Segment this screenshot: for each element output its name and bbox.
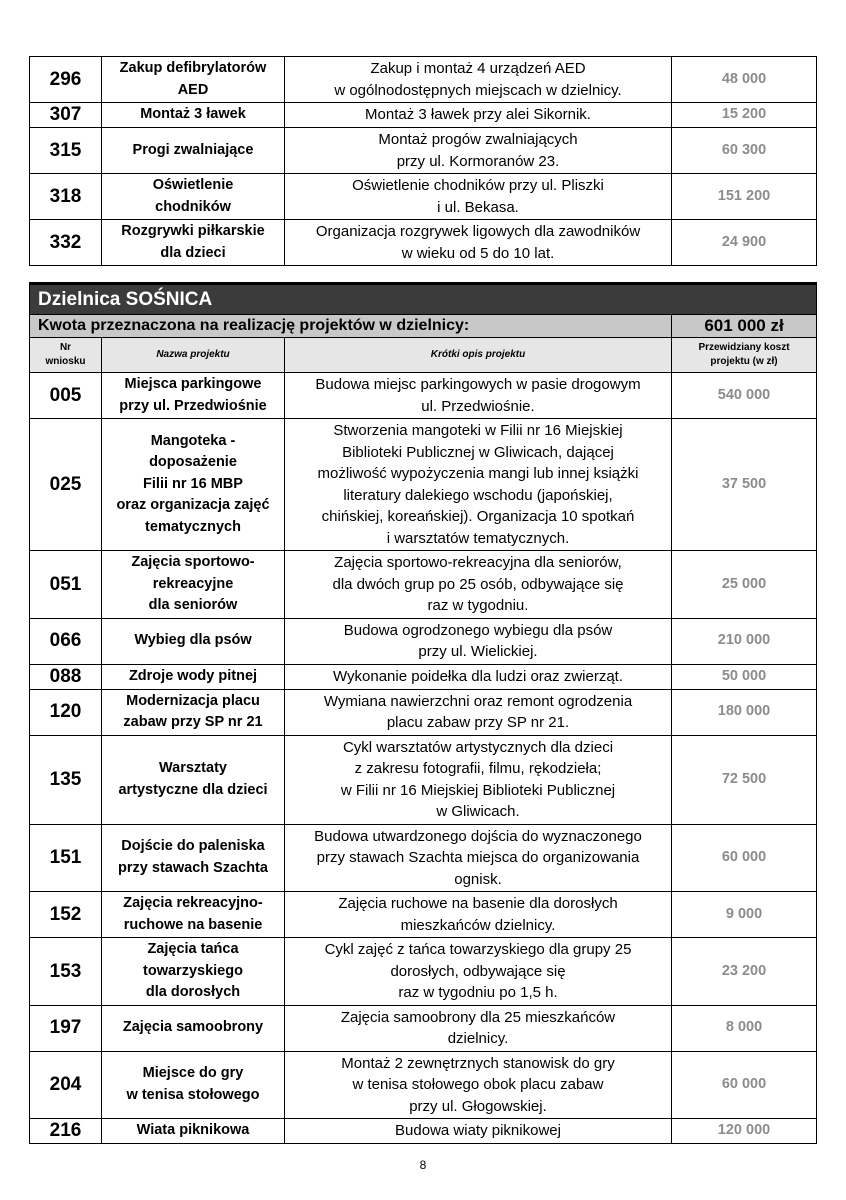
project-description-line: Oświetlenie chodników przy ul. Pliszki [352,177,604,194]
project-number: 197 [30,1005,102,1051]
project-description-line: w Gliwicach. [436,803,520,820]
project-description-line: Budowa wiaty piknikowej [395,1122,561,1140]
previous-district-table [29,56,817,266]
column-header-row [30,338,817,373]
project-description-line: w tenisa stołowego obok placu zabaw [352,1076,604,1093]
table-row [30,824,817,892]
project-number: 307 [30,103,102,128]
header-cost-text: Przewidziany koszt projektu (w zł) [698,342,790,367]
project-description [285,1051,672,1119]
project-description-line: możliwość wypożyczenia mangi lub innej książki [317,465,639,482]
project-name-line: Filii nr 16 MBP [143,475,243,492]
district-title: Dzielnica SOŚNICA [30,284,817,315]
project-description-line: Budowa ogrodzonego wybiegu dla psów [343,621,613,639]
project-name [102,174,285,220]
project-description-line: chińskiej, koreańskiej). Organizacja 10 spotkań [321,508,635,525]
project-cost: 540 000 [672,373,817,419]
project-description [285,824,672,892]
project-description-line: dzielnicy. [447,1030,509,1047]
project-description-line: ognisk. [454,870,502,888]
project-cost: 180 000 [672,689,817,735]
budget-label: Kwota przeznaczona na realizację projektów w dzielnicy: [30,315,672,338]
project-name [102,1119,285,1144]
project-description-line: ul. Przedwiośnie. [421,397,535,415]
project-number: 153 [30,938,102,1006]
project-description-line: Zakup i montaż 4 urządzeń AED [370,60,586,77]
project-number: 120 [30,689,102,735]
project-description-line: Zajęcia ruchowe na basenie dla dorosłych [338,895,618,912]
project-description-line: Montaż 2 zewnętrznych stanowisk do gry [341,1054,615,1072]
project-name-line: Wiata piknikowa [136,1122,250,1139]
project-name-line: Wybieg dla psów [134,632,252,649]
header-cost [672,338,817,373]
table-row [30,220,817,266]
project-description-line: Wykonanie poidełka dla ludzi oraz zwierząt. [332,667,623,685]
project-description-line: przy ul. Głogowskiej. [409,1097,547,1115]
project-name-line: Zajęcia tańca [147,941,239,957]
project-description [285,419,672,551]
table-row [30,174,817,220]
header-nr-text: Nr wniosku [45,342,86,367]
project-cost: 120 000 [672,1119,817,1144]
project-description [285,735,672,824]
project-description [285,664,672,689]
project-number: 318 [30,174,102,220]
project-description [285,618,672,664]
project-description [285,551,672,619]
header-name: Nazwa projektu [102,338,285,373]
project-name [102,689,285,735]
project-description [285,174,672,220]
project-description-line: z zakresu fotografii, filmu, rękodzieła; [354,760,602,777]
project-description-line: Montaż progów zwalniających [378,131,578,148]
project-name [102,892,285,938]
project-description-line: Cykl warsztatów artystycznych dla dzieci [342,738,614,756]
project-cost: 37 500 [672,419,817,551]
project-description [285,892,672,938]
project-name-line: Miejsca parkingowe [124,376,262,392]
project-description-line: Budowa utwardzonego dojścia do wyznaczonego [314,827,642,845]
project-name-line: Zakup defibrylatorów [119,60,267,76]
project-number: 135 [30,735,102,824]
project-description-line: dorosłych, odbywające się [390,962,566,980]
project-name-line: oraz organizacja zajęć [116,497,270,514]
project-number: 296 [30,57,102,103]
project-description-line: raz w tygodniu po 1,5 h. [398,984,558,1001]
table-row [30,128,817,174]
header-desc: Krótki opis projektu [285,338,672,373]
table-row [30,1119,817,1144]
project-description-line: przy ul. Wielickiej. [418,643,538,660]
project-number: 152 [30,892,102,938]
project-description-line: placu zabaw przy SP nr 21. [386,714,570,731]
table-row [30,551,817,619]
project-cost: 23 200 [672,938,817,1006]
project-name-line: tematycznych [145,518,241,535]
project-name-line: zabaw przy SP nr 21 [123,714,263,730]
project-name [102,824,285,892]
project-name [102,220,285,266]
project-name-line: Zajęcia samoobrony [122,1019,264,1036]
project-cost: 72 500 [672,735,817,824]
project-name-line: dla dorosłych [145,984,241,1000]
project-description-line: Stworzenia mangoteki w Filii nr 16 Miejskiej [333,422,623,439]
project-name-line: Montaż 3 ławek [140,106,246,123]
project-cost: 48 000 [672,57,817,103]
project-description-line: w ogólnodostępnych miejscach w dzielnicy. [334,81,622,99]
table-row [30,735,817,824]
project-name [102,373,285,419]
project-name [102,618,285,664]
project-number: 332 [30,220,102,266]
project-description-line: i warsztatów tematycznych. [386,529,570,547]
table-row [30,419,817,551]
project-name-line: przy ul. Przedwiośnie [119,397,267,414]
project-name [102,103,285,128]
table-row [30,618,817,664]
project-name-line: Warsztaty [159,760,227,776]
project-cost: 25 000 [672,551,817,619]
project-name-line: doposażenie [149,454,237,471]
project-description-line: literatury dalekiego wschodu (japońskiej, [343,486,613,504]
project-name [102,1005,285,1051]
project-description-line: w Filii nr 16 Miejskiej Biblioteki Publicznej [340,781,616,799]
project-name [102,1051,285,1119]
project-number: 151 [30,824,102,892]
table-row [30,689,817,735]
project-cost: 15 200 [672,103,817,128]
budget-amount: 601 000 zł [672,315,817,338]
project-cost: 60 000 [672,1051,817,1119]
table-row [30,664,817,689]
table-row [30,938,817,1006]
project-description-line: Biblioteki Publicznej w Gliwicach, dającej [342,443,614,461]
project-name-line: dla dzieci [160,244,226,261]
project-cost: 24 900 [672,220,817,266]
project-description-line: dla dwóch grup po 25 osób, odbywające się [332,575,624,593]
previous-district-rows [30,57,817,266]
sosnica-district-table [29,282,817,1144]
project-cost: 8 000 [672,1005,817,1051]
project-description-line: w wieku od 5 do 10 lat. [401,244,555,262]
project-description-line: mieszkańców dzielnicy. [400,916,556,934]
project-description-line: Montaż 3 ławek przy alei Sikornik. [365,106,591,124]
project-name-line: Dojście do paleniska [121,838,265,855]
project-description-line: Organizacja rozgrywek ligowych dla zawodników [315,223,641,240]
table-row [30,1005,817,1051]
project-name-line: AED [177,81,209,98]
project-name-line: ruchowe na basenie [123,916,263,933]
project-name-line: Zajęcia sportowo- [131,554,255,570]
project-description-line: Zajęcia samoobrony dla 25 mieszkańców [340,1008,616,1026]
project-description [285,373,672,419]
project-description [285,57,672,103]
project-name-line: Oświetlenie [152,177,234,193]
project-name [102,938,285,1006]
project-name-line: chodników [155,198,231,215]
page-number: 8 [419,1158,427,1172]
project-number: 088 [30,664,102,689]
project-name [102,735,285,824]
header-nr [30,338,102,373]
project-name [102,419,285,551]
project-description-line: i ul. Bekasa. [437,198,519,216]
project-name-line: Rozgrywki piłkarskie [121,223,265,239]
project-number: 204 [30,1051,102,1119]
project-cost: 151 200 [672,174,817,220]
table-row [30,57,817,103]
table-row [30,373,817,419]
project-number: 315 [30,128,102,174]
project-name-line: Zdroje wody pitnej [128,667,258,684]
project-description-line: Zajęcia sportowo-rekreacyjna dla seniorów, [334,554,622,571]
project-cost: 60 300 [672,128,817,174]
project-description-line: Budowa miejsc parkingowych w pasie drogowym [315,376,641,393]
project-description-line: Cykl zajęć z tańca towarzyskiego dla grupy 25 [324,941,632,958]
district-title-row [30,284,817,315]
project-description [285,128,672,174]
project-description [285,1119,672,1144]
project-cost: 9 000 [672,892,817,938]
project-name-line: towarzyskiego [143,962,243,979]
project-description [285,689,672,735]
project-name-line: Modernizacja placu [126,692,260,709]
project-description-line: przy stawach Szachta miejsca do organizowania [316,849,640,866]
project-name-line: w tenisa stołowego [126,1086,260,1103]
project-description [285,1005,672,1051]
project-name-line: Zajęcia rekreacyjno- [123,895,263,911]
district-budget-row [30,315,817,338]
project-name [102,57,285,103]
project-description-line: raz w tygodniu. [427,597,529,614]
project-name-line: Mangoteka - [150,432,236,449]
project-description [285,220,672,266]
table-row [30,103,817,128]
project-number: 005 [30,373,102,419]
project-cost: 210 000 [672,618,817,664]
project-name [102,664,285,689]
project-number: 051 [30,551,102,619]
project-name [102,551,285,619]
project-description [285,103,672,128]
project-description-line: przy ul. Kormoranów 23. [396,152,560,170]
table-row [30,1051,817,1119]
project-number: 025 [30,419,102,551]
project-cost: 60 000 [672,824,817,892]
project-cost: 50 000 [672,664,817,689]
project-name-line: Progi zwalniające [132,141,254,158]
project-name [102,128,285,174]
project-name-line: rekreacyjne [152,575,234,592]
table-row [30,892,817,938]
project-name-line: artystyczne dla dzieci [118,781,268,798]
project-number: 066 [30,618,102,664]
project-name-line: przy stawach Szachta [118,859,268,876]
project-description [285,938,672,1006]
project-name-line: dla seniorów [148,597,238,613]
project-name-line: Miejsce do gry [142,1065,244,1082]
project-number: 216 [30,1119,102,1144]
project-description-line: Wymiana nawierzchni oraz remont ogrodzenia [323,692,633,710]
